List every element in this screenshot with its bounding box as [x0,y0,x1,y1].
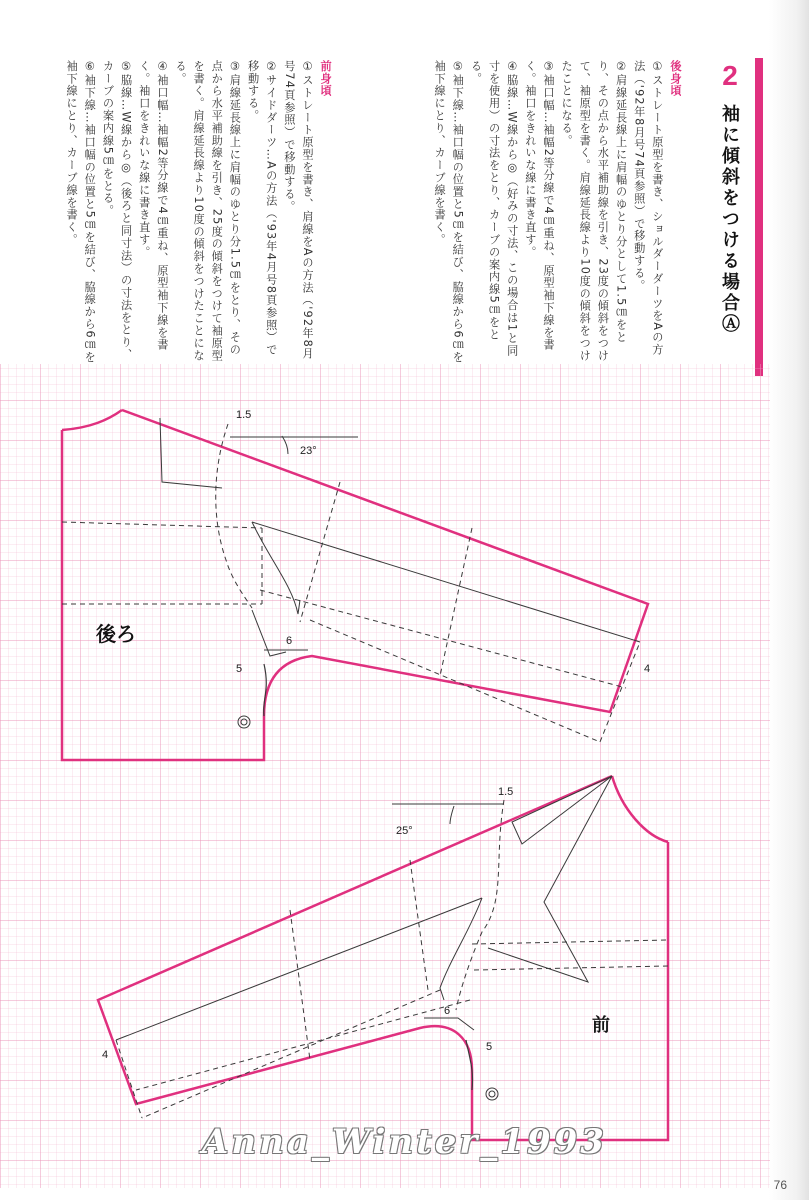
front-step-4: ④袖口幅…袖幅2等分線で4㎝重ね、原型袖下線を書く。袖口をきれいな線に書き直す。 [137,60,169,352]
front-ease-label: 1.5 [498,786,514,798]
watermark: Anna_Winter_1993 [202,1122,607,1162]
page-gutter [769,0,809,1200]
section-number: 2 [722,60,738,91]
back-bodice-instructions [430,60,684,365]
back-step-3: ③袖口幅…袖幅2等分線で4㎝重ね、原型袖下線を書く。袖口をきれいな線に書き直す。 [523,60,555,352]
front-underarm-label: 6 [444,1005,451,1017]
section-title: 袖に傾斜をつける場合Ⓐ [719,104,740,335]
front-guide-label: 5 [486,1041,493,1053]
back-label: 後ろ [96,622,136,646]
back-step-5: ⑤袖下線…袖口幅の位置と5㎝を結び、脇線から6㎝を袖下線にとり、カーブ線を書く。 [433,60,465,364]
front-step-3: ③肩線延長線上に肩幅のゆとり分1.5㎝をとり、その点から水平補助線を引き、25度の傾斜をつけて袖原型を書く。肩線延長線より10度の傾斜をつけたことになる。 [173,60,242,362]
back-angle-label: 23° [300,445,317,457]
back-guide-label: 5 [236,663,243,675]
page-number: 76 [773,1178,787,1192]
back-step-4: ④脇線…W線から◎（好みの寸法、この場合は1と同寸を使用）の寸法をとり、カーブの案内線5㎝をとる。 [469,60,519,357]
front-angle-label: 25° [396,825,413,837]
front-step-1: ①ストレート原型を書き、肩線をAの方法（'92年8月号74頁参照）で移動する。 [282,60,314,361]
front-label: 前 [592,1015,610,1036]
front-step-2: ②サイドダーツ…Aの方法（'93年4月号8頁参照）で移動する。 [246,60,278,357]
front-subtitle: 前身頃 [319,60,333,98]
front-overlap-label: 4 [102,1049,109,1061]
back-underarm-label: 6 [286,635,293,647]
graph-grid [0,364,770,1188]
front-step-6: ⑥袖下線…袖口幅の位置と5㎝を結び、脇線から6㎝を袖下線にとり、カーブ線を書く。 [65,60,97,364]
back-ease-label: 1.5 [236,409,252,421]
back-subtitle: 後身頃 [668,60,682,98]
back-step-2: ②肩線延長線上に肩幅のゆとり分として1.5㎝をとり、その点から水平補助線を引き、23度の傾斜をつけて、袖原型を書く。肩線延長線より10度の傾斜をつけたことになる。 [560,60,628,362]
front-bodice-instructions [62,60,334,365]
pattern-diagram [0,364,770,1188]
back-overlap-label: 4 [644,663,651,675]
back-step-1: ①ストレート原型を書き、ショルダーダーツをAの方法（'92年8月号74頁参照）で移動する。 [632,60,664,356]
front-step-5: ⑤脇線…W線から◎（後ろと同寸法）の寸法をとり、カーブの案内線5㎝をとる。 [101,60,133,362]
section-accent-bar [755,58,763,376]
